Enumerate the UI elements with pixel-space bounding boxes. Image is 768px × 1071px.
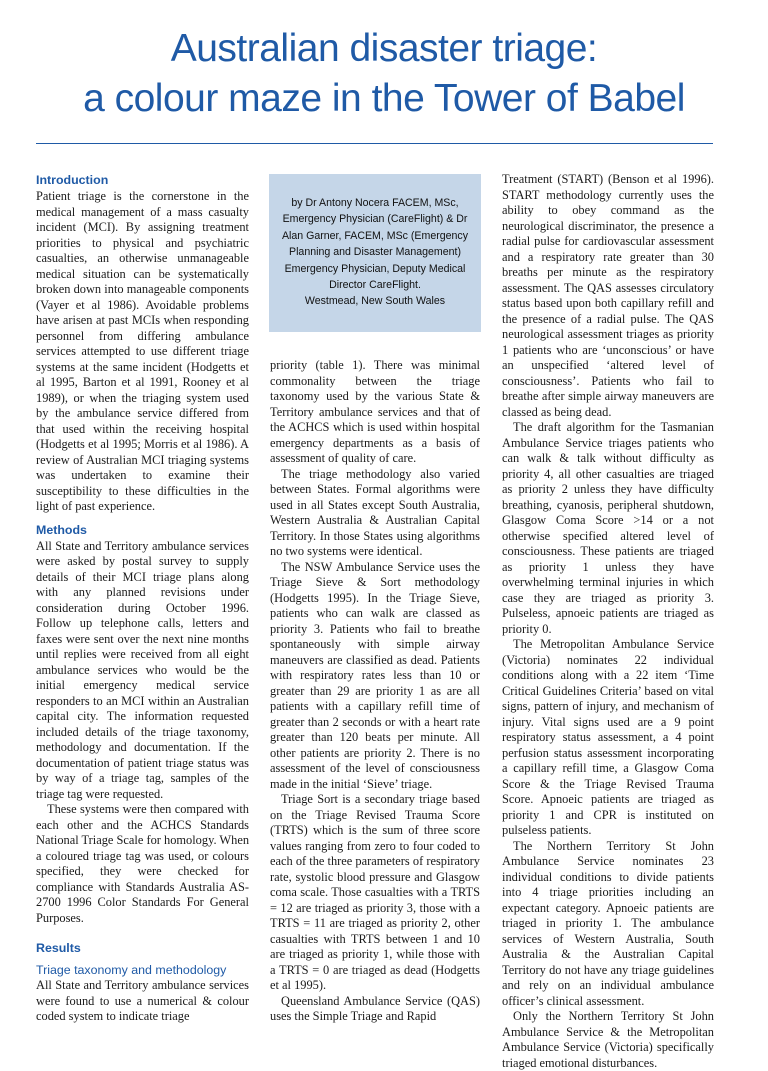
author-info-box: [269, 174, 481, 332]
column-1: [36, 172, 249, 1025]
author-line: Emergency Physician (CareFlight) & Dr: [282, 213, 468, 226]
col2-paragraph-2: The triage methodology also varied between States. Formal algorithms were used in all States except South Australia, Western Australia & Australian Capital Territory. In those States using algorithms no two systems were identical.: [270, 466, 480, 558]
author-line: Director CareFlight.: [329, 279, 421, 292]
title-line-2: a colour maze in the Tower of Babel: [83, 77, 685, 120]
article-title: [0, 24, 768, 124]
author-line: Emergency Physician, Deputy Medical: [284, 262, 466, 275]
heading-methods: Methods: [36, 522, 87, 537]
author-line: Planning and Disaster Management): [289, 246, 461, 259]
col2-paragraph-1: priority (table 1). There was minimal commonality between the triage taxonomy used by the various State & Territory ambulance services and that of the ACHCS which is used within hospital emergency departments as a basis of assessment of quality of care.: [270, 358, 480, 465]
title-line-1: Australian disaster triage:: [170, 27, 598, 70]
title-divider: [36, 143, 713, 144]
author-line: Westmead, New South Wales: [304, 295, 446, 308]
author-line: by Dr Antony Nocera FACEM, MSc,: [291, 197, 459, 209]
results-paragraph-1: All State and Territory ambulance services were found to use a numerical & colour coded system to indicate triage: [36, 978, 249, 1023]
heading-introduction: Introduction: [36, 173, 109, 187]
col3-paragraph-2: The draft algorithm for the Tasmanian Ambulance Service triages patients who can walk & talk without difficulty as priority 4, all other casualties are triaged as priority 2 unless they have difficulty breathing, cyanosis, peripheral shutdown, Glasgow Coma Score >14 or a not otherwise specified altered level of consciousness. These patients are triaged as priority 1 unless they have overwhelming terminal injuries in which case they are triaged as priority 3. Pulseless, apnoeic patients are triaged as priority 0.: [502, 420, 714, 636]
col2-paragraph-3: The NSW Ambulance Service uses the Triage Sieve & Sort methodology (Hodgetts 1995). In the Triage Sieve, patients who can walk are classed as priority 3. Patients who fail to breathe spontaneously with simple airway maneuvers are classified as dead. Patients with respiratory rates less than 10 or greater than 29 are priority 1 as are all patients with a capillary refill time of greater than 2 seconds or with a heart rate greater than 120 beats per minute. All other patients are priority 2. There is no assessment of the level of consciousness made in the initial ‘Sieve’ triage.: [270, 559, 480, 791]
col3-paragraph-5: Only the Northern Territory St John Ambulance Service & the Metropolitan Ambulance Service (Victoria) specifically triaged emotional disturbances.: [502, 1009, 714, 1070]
col3-paragraph-4: The Northern Territory St John Ambulance Service nominates 23 individual conditions to divide patients into 4 triage priorities including an expectant category. Apnoeic patients are triaged in priority 1. The ambulance services of Western Australia, South Australia & the Australian Capital Territory do not have any triage guidelines and rely on an individual ambulance officer’s clinical assessment.: [502, 838, 714, 1008]
methods-paragraph-1: All State and Territory ambulance services were asked by postal survey to supply details of their MCI triage plans along with any planned revisions under consideration during October 1996. Follow up telephone calls, letters and faxes were sent over the next nine months until replies were received from all eight ambulance services who would be the initial emergency medical service responders to an MCI within an Australian capital city. The information requested included details of the triage taxonomy, methodology and documentation. If the documentation of patient triage status was by way of a triage tag, samples of the triage tag were requested.: [36, 538, 249, 801]
column-2: [270, 358, 480, 1025]
column-3: [502, 172, 714, 1071]
col3-paragraph-3: The Metropolitan Ambulance Service (Victoria) nominates 22 individual conditions along with a 22 item ‘Time Critical Guidelines Criteria’ based on vital signs, pattern of injury, and mechanism of injury. Vital signs used are a 9 point respiratory status assessment, a 4 point perfusion status assessment incorporating a capillary refill time, a Glasgow Coma Score & the Triage Revised Trauma Score. Apnoeic patients are triaged as priority 1 and CPR is instituted on pulseless patients.: [502, 637, 714, 837]
col2-paragraph-5: Queensland Ambulance Service (QAS) uses the Simple Triage and Rapid: [270, 993, 480, 1023]
methods-paragraph-2: These systems were then compared with each other and the ACHCS Standards National Triage Scale for homology. When a coloured triage tag was used, or colours specified, they were checked for compliance with Standards Australia AS-2700 1996 Color Standards For General Purposes.: [36, 802, 250, 925]
heading-triage-taxonomy: Triage taxonomy and methodology: [36, 963, 227, 977]
heading-results: Results: [36, 941, 81, 955]
col3-paragraph-1: Treatment (START) (Benson et al 1996). START methodology currently uses the ability to obey command as the neurological discriminator, the presence a radial pulse for cardiovascular assessment and a respiratory rate greater than 30 breaths per minute as the respiratory assessment. The QAS assesses circulatory status based upon both capillary refill and the presence of a radial pulse. The QAS neurological assessment triages as priority 1 patients who are ‘unconscious’ or have an unspecified ‘altered level of consciousness’. Patients who fail to breathe after simple airway maneuvers are classed as being dead.: [502, 172, 714, 419]
intro-paragraph: Patient triage is the cornerstone in the medical management of a mass casualty incident (MCI). By assigning treatment priorities to physical and psychiatric casualties, an otherwise unmanageable medical situation can be systematically broken down into manageable components (Vayer et al 1986). Avoidable problems have arisen at past MCIs when responding personnel from differing ambulance services attempted to use different triage systems at the same incident (Hodgetts et al 1995, Barton et al 1991, Rooney et al 1989), or when the triaging system used by the ambulance service differed from that used within the receiving hospital (Hodgetts et al 1995; Morris et al 1986). A review of Australian MCI triaging systems was undertaken to examine their susceptibility to these difficulties in the light of past experience.: [36, 189, 249, 513]
col2-paragraph-4: Triage Sort is a secondary triage based on the Triage Revised Trauma Score (TRTS) which is the sum of three score values ranging from zero to four coded to each of the three parameters of respiratory rate, systolic blood pressure and Glasgow coma scale. Those casualties with a TRTS = 12 are triaged as priority 3, those with a TRTS = 11 are triaged as priority 2, other casualties with TRTS between 1 and 10 are triaged as priority 1, while those with a TRTS = 0 are triaged as dead (Hodgetts et al 1995).: [270, 792, 480, 992]
author-line: Alan Garner, FACEM, MSc (Emergency: [281, 229, 469, 242]
